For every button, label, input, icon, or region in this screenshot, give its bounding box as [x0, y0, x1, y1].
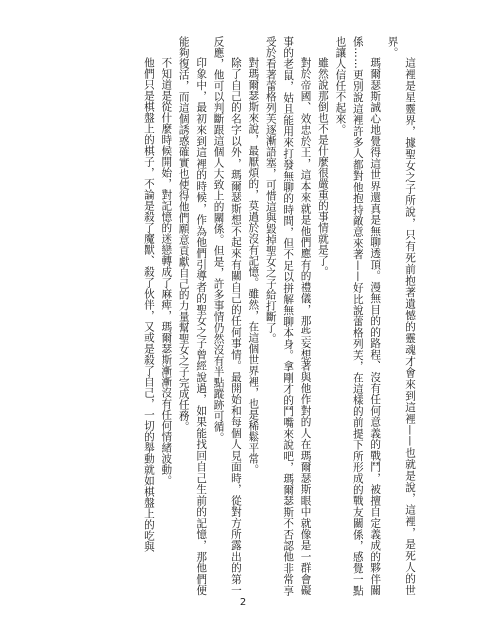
- paragraph-8: 不知道是從什麼時候開始，對記憶的迷戀轉成了麻痺，瑪爾瑟斯漸漸沒有任何情緒波動。: [160, 57, 173, 487]
- paragraph-6: 除了自己的名字以外，瑪爾瑟斯想不起來有關自己的任何事情。最開始和每個人見面時，從對方所露出的第一反應，他可以判斷跟這個人大致上的關係。但是，許多事情仍然沒有半點蹤跡可循。: [212, 36, 242, 596]
- paragraph-7: 印象中，最初來到這裡的時候，作為他們引導者的聖女之子曾經說過，如果能找回自己生前的記憶，那他們便能夠復活，而這個誘惑確實也使得他們願意貢獻自己的力量幫聖女之子完成任務。: [177, 36, 208, 596]
- paragraph-1: 這裡是星靈界，據聖女之子所說，只有死前抱著遺憾的靈魂才會來到這裡——也就是說，這裡，是死人的世界。: [386, 36, 416, 596]
- paragraph-9: 他們只是棋盤上的棋子，不論是殺了魔獸、殺了伙伴，又或是殺了自己，一切的舉動就如棋盤上的吃與: [142, 57, 155, 553]
- paragraph-3: 雖然說那倒也不是什麼很嚴重的事情就是了。: [316, 57, 329, 278]
- paragraph-2: 瑪爾瑟斯誠心地覺得這世界還真是無聊透頂。漫無目的的路程、沒有任何意義的戰鬥，被擅自定義成的夥伴關係……更別說這裡許多人都對他抱持敵意來著——好比說蕾格列芙，在這樣的前提下所形成的戰友關係，感覺一點也讓人信任不起來。: [334, 36, 382, 596]
- paragraph-5: 對瑪爾瑟斯來說，最厭煩的，莫過於沒有記憶。雖然，在這個世界裡，也是稀鬆平常。: [247, 57, 260, 476]
- body-text: [58, 36, 418, 596]
- page-number: 2: [239, 597, 247, 608]
- paragraph-4: 對於帝國、效忠於王，這本來就是他們應有的禮儀，那些妄想著與他作對的人在瑪爾瑟斯眼中就像是一群會礙事的老鼠，姑且能用來打發無聊的時間，但不足以拼解無聊本身。拿剛才的鬥嘴來說吧，瑪爾瑟斯不否認他非常享受於看著蕾格列芙逐漸語塞，可惜這與毀掉聖女之子給打斷了。: [264, 36, 312, 596]
